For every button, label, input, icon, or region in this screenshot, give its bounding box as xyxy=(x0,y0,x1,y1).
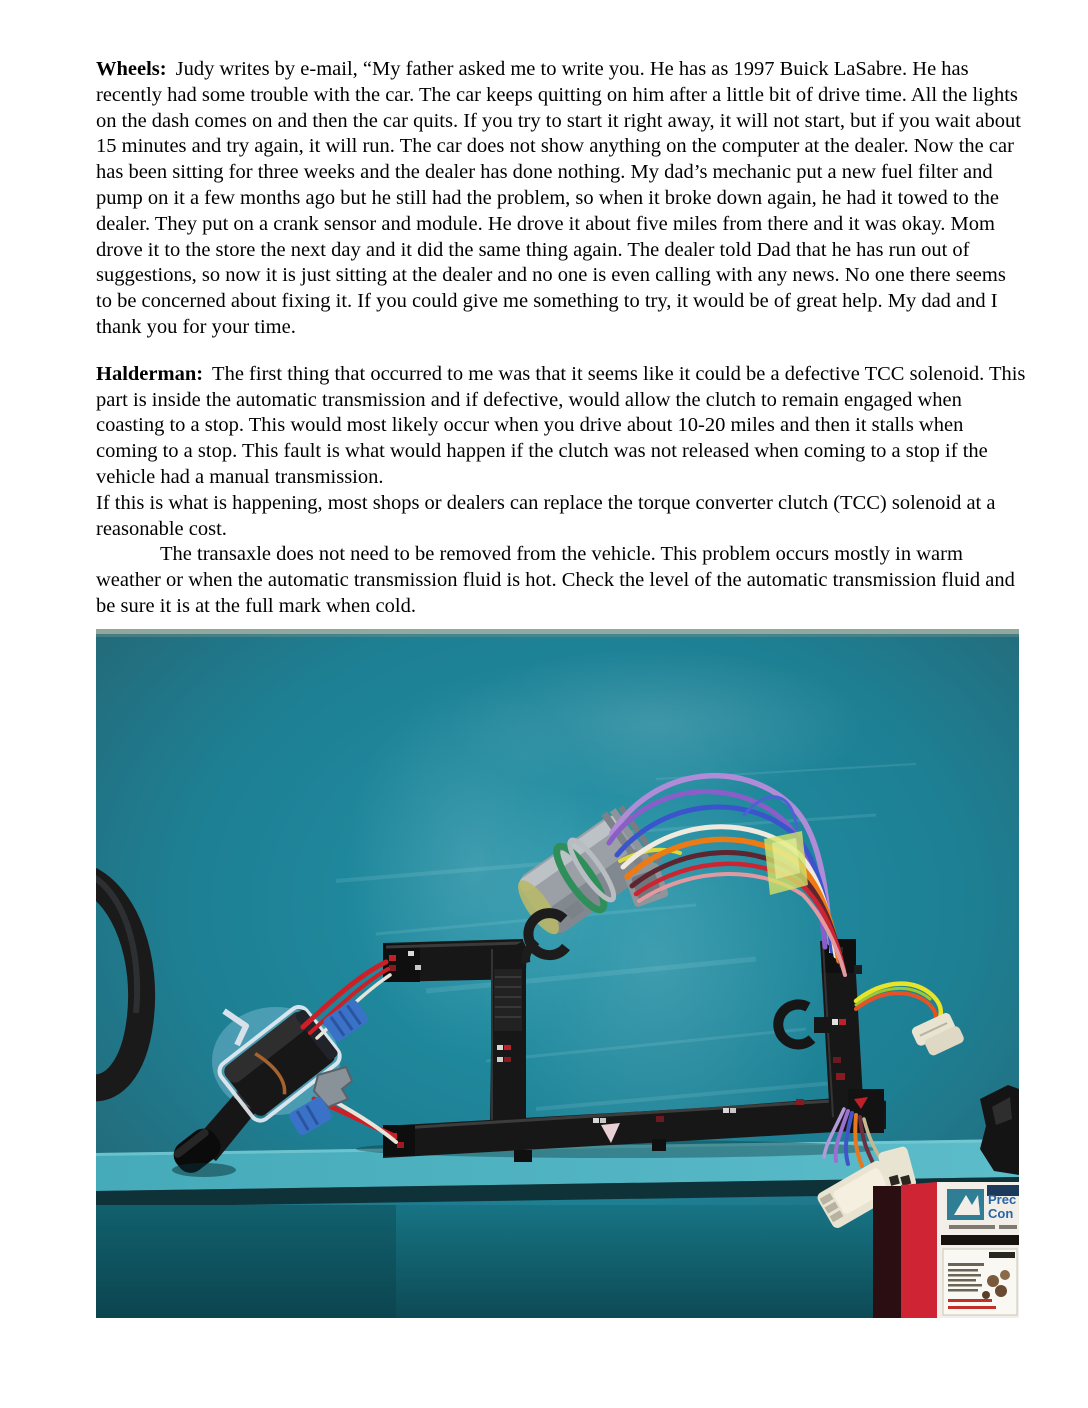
qa-paragraph-halderman-1: Halderman: The first thing that occurred to me was that it seems like it could be a defective TCC solenoid. This part is inside the automatic transmission and if defective, would allow the clutch to remain engaged when coasting to a stop. This would most likely occur when you drive about 10-20 miles and then it stalls when coming to a stop. This fault is what would happen if the clutch was not released when coming to a stop if the vehicle had a manual transmission. xyxy=(96,362,1026,488)
qa-entry-halderman xyxy=(96,362,1026,620)
qa-entry-wheels xyxy=(96,57,1026,341)
qa-paragraph-halderman-2: If this is what is happening, most shops or dealers can replace the torque converter clutch (TCC) solenoid at a reasonable cost. xyxy=(96,491,996,540)
shelf-shadow xyxy=(172,1163,236,1177)
qa-text xyxy=(96,57,1026,620)
left-vertical-rail xyxy=(490,941,526,1129)
box-logo xyxy=(947,1189,984,1220)
yellow-tape-flag xyxy=(764,831,808,895)
box-red-stripe xyxy=(901,1182,937,1318)
qa-paragraph-wheels: Judy writes by e-mail, “My father asked me to write you. He has as 1997 Buick LaSabre. He has recently had some trouble with the car. The car keeps quitting on him after a little bit of drive time. All the lights on the dash comes on and then the car quits. If you try to start it right away, it will not start, but if you wait about 15 minutes and try again, it will run. The car does not show anything on the computer at the dealer. Now the car has been sitting for three weeks and the dealer has done nothing. My dad’s mechanic put a new fuel filter and pump on it a few months ago but he still had the problem, so when it broke down again, he had it towed to the dealer. They put on a crank sensor and module. He drove it about five miles from there and it was okay. Mom drove it to the store the next day and it did the same thing again. The dealer told Dad that he has run out of suggestions, so now it is just sitting at the dealer and no one is even calling with any news. No one there seems to be concerned about fixing it. If you could give me something to try, it would be of great help. My dad and I thank you for your time. xyxy=(96,58,1021,338)
box-brand-line1: Prec xyxy=(988,1192,1017,1207)
box-black-bar xyxy=(941,1235,1019,1245)
box-product-panel xyxy=(943,1249,1017,1315)
part-photo-blob xyxy=(987,1275,999,1287)
harness-photo xyxy=(96,629,1019,1318)
harness-photo-svg xyxy=(96,629,1019,1318)
box-address-line xyxy=(949,1225,995,1229)
speaker-label-wheels: Wheels: xyxy=(96,58,167,80)
product-box xyxy=(873,1182,1019,1318)
qa-paragraph-halderman-3: The transaxle does not need to be removed from the vehicle. This problem occurs mostly in warm weather or when the automatic transmission fluid is hot. Check the level of the automatic transmission fluid and be sure it is at the full mark when cold. xyxy=(96,543,1015,617)
wall-top-edge xyxy=(96,629,1019,634)
box-brand-line2: Con xyxy=(988,1206,1014,1221)
box-side xyxy=(873,1186,905,1318)
speaker-label-halderman: Halderman: xyxy=(96,362,204,385)
